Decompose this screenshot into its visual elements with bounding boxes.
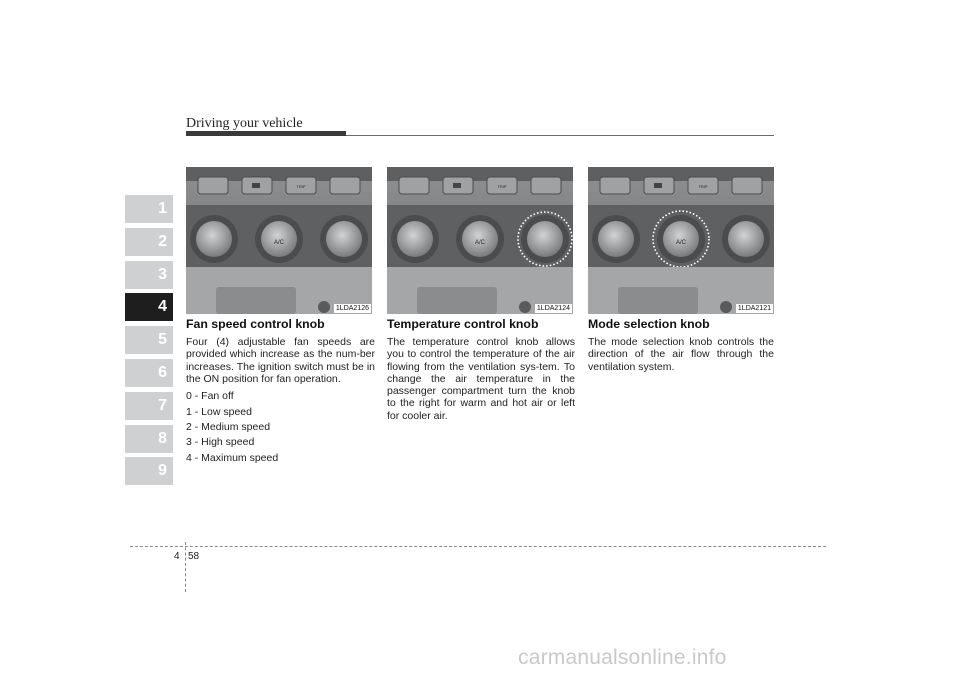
- ac-label: A/C: [273, 240, 285, 246]
- ac-label: A/C: [474, 240, 486, 246]
- fan-knob-photo: [186, 167, 372, 314]
- chapter-tab-1[interactable]: 1: [125, 195, 173, 223]
- mode-heading: Mode selection knob: [588, 317, 710, 331]
- temperature-heading: Temperature control knob: [387, 317, 539, 331]
- footer-chapter-number: 4: [174, 551, 180, 562]
- watermark: carmanualsonline.info: [518, 646, 727, 669]
- list-item: 2 - Medium speed: [186, 421, 271, 433]
- temperature-section: [387, 317, 575, 422]
- mode-knob-photo: [588, 167, 774, 314]
- list-item: 0 - Fan off: [186, 390, 234, 403]
- chapter-tab-8[interactable]: 8: [125, 425, 173, 453]
- header-bar: [186, 131, 346, 136]
- header-line: [346, 135, 774, 136]
- ac-label: A/C: [675, 240, 687, 246]
- chapter-tab-2[interactable]: 2: [125, 228, 173, 256]
- mode-body: The mode selection knob controls the direction of the air flow through the ventilation system.: [588, 336, 774, 373]
- trip-label: TRIP: [497, 184, 507, 189]
- photo-code: 1LDA2121: [737, 305, 771, 312]
- trip-label: TRIP: [296, 184, 306, 189]
- list-item: 4 - Maximum speed: [186, 451, 279, 464]
- chapter-tab-5[interactable]: 5: [125, 326, 173, 354]
- footer-divider: [130, 546, 826, 547]
- temperature-knob-photo: [387, 167, 573, 314]
- photo-code: 1LDA2126: [335, 305, 369, 312]
- list-item: 1 - Low speed: [186, 405, 252, 418]
- chapter-tab-9[interactable]: 9: [125, 457, 173, 485]
- chapter-tabs: [125, 195, 173, 490]
- footer-vertical-divider: [185, 542, 186, 592]
- fan-speed-heading: Fan speed control knob: [186, 317, 325, 331]
- mode-section: [588, 317, 774, 373]
- trip-label: TRIP: [698, 184, 708, 189]
- photo-code: 1LDA2124: [536, 305, 570, 312]
- header-title: Driving your vehicle: [186, 116, 303, 131]
- chapter-tab-3[interactable]: 3: [125, 261, 173, 289]
- chapter-tab-4[interactable]: 4: [125, 293, 173, 321]
- chapter-tab-7[interactable]: 7: [125, 392, 173, 420]
- fan-speed-list: [186, 389, 375, 466]
- fan-speed-body: Four (4) adjustable fan speeds are provided which increase as the num-ber increases. The ignition switch must be in the ON position for fan operation.: [186, 336, 375, 385]
- temperature-body: The temperature control knob allows you to control the temperature of the air flowing from the ventilation sys-tem. To change the air temperature in the passenger compartment turn the knob to the right for warm and hot air or left for cooler air.: [387, 336, 575, 422]
- fan-speed-section: [186, 317, 375, 466]
- footer-page-number: 58: [188, 551, 200, 562]
- list-item: 3 - High speed: [186, 436, 255, 449]
- chapter-tab-6[interactable]: 6: [125, 359, 173, 387]
